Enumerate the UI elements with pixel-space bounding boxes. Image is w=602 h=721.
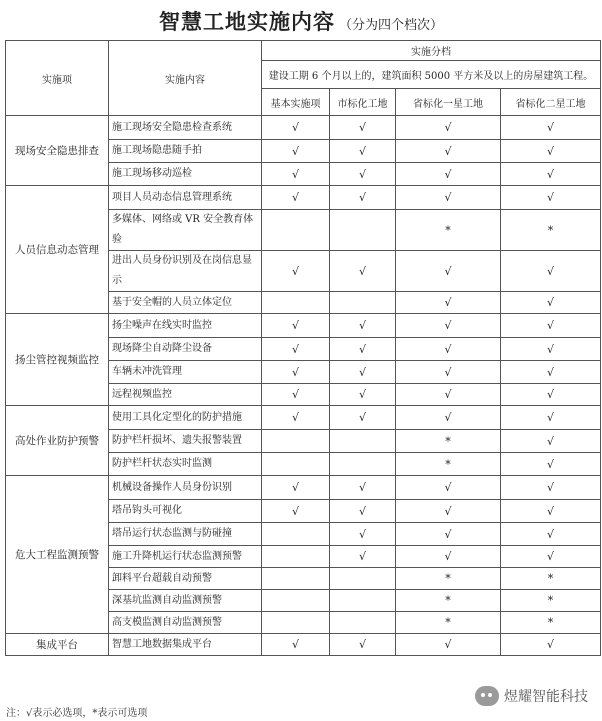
tier-1-mark bbox=[262, 568, 330, 590]
tier-3-mark: √ bbox=[396, 546, 501, 568]
tier-4-mark: √ bbox=[501, 314, 601, 338]
tier-3-mark: √ bbox=[396, 292, 501, 314]
tier-2-mark: √ bbox=[330, 546, 396, 568]
tier-2-mark: √ bbox=[330, 338, 396, 361]
tier-2-mark bbox=[330, 453, 396, 476]
content-cell: 多媒体、网络或 VR 安全教育体验 bbox=[109, 210, 262, 251]
content-cell: 卸料平台超载自动预警 bbox=[109, 568, 262, 590]
header-tier-2: 市标化工地 bbox=[330, 89, 396, 116]
tier-2-mark bbox=[330, 292, 396, 314]
category-cell: 人员信息动态管理 bbox=[6, 186, 109, 314]
tier-3-mark: √ bbox=[396, 476, 501, 500]
tier-4-mark: √ bbox=[501, 634, 601, 656]
tier-4-mark: √ bbox=[501, 292, 601, 314]
tier-1-mark: √ bbox=[262, 476, 330, 500]
content-cell: 施工现场隐患随手拍 bbox=[109, 140, 262, 163]
tier-4-mark: √ bbox=[501, 453, 601, 476]
tier-2-mark bbox=[330, 568, 396, 590]
content-cell: 防护栏杆损坏、遗失报警装置 bbox=[109, 430, 262, 453]
tier-2-mark: √ bbox=[330, 523, 396, 546]
category-cell: 扬尘管控视频监控 bbox=[6, 314, 109, 406]
tier-3-mark: √ bbox=[396, 634, 501, 656]
tier-4-mark: √ bbox=[501, 500, 601, 523]
tier-3-mark: √ bbox=[396, 523, 501, 546]
tier-3-mark: √ bbox=[396, 251, 501, 292]
tier-4-mark: √ bbox=[501, 384, 601, 406]
content-cell: 基于安全帽的人员立体定位 bbox=[109, 292, 262, 314]
content-cell: 施工现场安全隐患检查系统 bbox=[109, 116, 262, 140]
tier-2-mark: √ bbox=[330, 314, 396, 338]
tier-2-mark: √ bbox=[330, 384, 396, 406]
tier-4-mark: √ bbox=[501, 361, 601, 384]
tier-1-mark: √ bbox=[262, 140, 330, 163]
tier-1-mark bbox=[262, 292, 330, 314]
tier-3-mark: * bbox=[396, 453, 501, 476]
tier-4-mark: √ bbox=[501, 186, 601, 210]
tier-1-mark: √ bbox=[262, 384, 330, 406]
watermark bbox=[475, 684, 588, 708]
tier-3-mark: * bbox=[396, 210, 501, 251]
content-cell: 使用工具化定型化的防护措施 bbox=[109, 406, 262, 430]
tier-4-mark: √ bbox=[501, 430, 601, 453]
tier-1-mark: √ bbox=[262, 251, 330, 292]
header-tier-3: 省标化一星工地 bbox=[396, 89, 501, 116]
category-cell: 现场安全隐患排查 bbox=[6, 116, 109, 186]
content-cell: 防护栏杆状态实时监测 bbox=[109, 453, 262, 476]
tier-4-mark: * bbox=[501, 568, 601, 590]
tier-2-mark: √ bbox=[330, 634, 396, 656]
tier-3-mark: √ bbox=[396, 163, 501, 186]
header-tier-4: 省标化二星工地 bbox=[501, 89, 601, 116]
tier-2-mark: √ bbox=[330, 116, 396, 140]
tier-3-mark: √ bbox=[396, 338, 501, 361]
tier-2-mark: √ bbox=[330, 476, 396, 500]
tier-1-mark bbox=[262, 523, 330, 546]
title-text: 智慧工地实施内容 bbox=[158, 9, 335, 34]
tier-4-mark: * bbox=[501, 590, 601, 612]
tier-2-mark: √ bbox=[330, 140, 396, 163]
table-row bbox=[6, 116, 601, 140]
tier-1-mark: √ bbox=[262, 338, 330, 361]
tier-1-mark: √ bbox=[262, 634, 330, 656]
tier-3-mark: √ bbox=[396, 361, 501, 384]
wechat-bubble-icon bbox=[475, 686, 499, 706]
tier-2-mark: √ bbox=[330, 361, 396, 384]
title-subtitle: （分为四个档次） bbox=[338, 18, 443, 33]
content-cell: 现场降尘自动降尘设备 bbox=[109, 338, 262, 361]
tier-1-mark: √ bbox=[262, 314, 330, 338]
tier-3-mark: √ bbox=[396, 140, 501, 163]
tier-3-mark: * bbox=[396, 612, 501, 634]
implementation-table bbox=[5, 40, 601, 656]
tier-4-mark: √ bbox=[501, 523, 601, 546]
category-cell: 集成平台 bbox=[6, 634, 109, 656]
tier-3-mark: √ bbox=[396, 500, 501, 523]
tier-1-mark: √ bbox=[262, 406, 330, 430]
header-tiers-group: 实施分档 bbox=[262, 41, 601, 61]
page-title bbox=[0, 6, 602, 36]
table-row bbox=[6, 476, 601, 500]
content-cell: 项目人员动态信息管理系统 bbox=[109, 186, 262, 210]
tier-1-mark: √ bbox=[262, 116, 330, 140]
tier-2-mark bbox=[330, 612, 396, 634]
tier-3-mark: √ bbox=[396, 406, 501, 430]
tier-1-mark bbox=[262, 590, 330, 612]
tier-3-mark: √ bbox=[396, 384, 501, 406]
tier-1-mark: √ bbox=[262, 500, 330, 523]
tier-3-mark: √ bbox=[396, 116, 501, 140]
tier-4-mark: √ bbox=[501, 476, 601, 500]
tier-1-mark: √ bbox=[262, 186, 330, 210]
header-content: 实施内容 bbox=[109, 41, 262, 116]
table-row bbox=[6, 406, 601, 430]
tier-4-mark: * bbox=[501, 612, 601, 634]
tier-4-mark: √ bbox=[501, 251, 601, 292]
content-cell: 扬尘噪声在线实时监控 bbox=[109, 314, 262, 338]
header-tier-note: 建设工期 6 个月以上的，建筑面积 5000 平方米及以上的房屋建筑工程。 bbox=[262, 61, 601, 89]
content-cell: 车辆未冲洗管理 bbox=[109, 361, 262, 384]
header-item: 实施项 bbox=[6, 41, 109, 116]
category-cell: 高处作业防护预警 bbox=[6, 406, 109, 476]
content-cell: 施工升降机运行状态监测预警 bbox=[109, 546, 262, 568]
tier-4-mark: √ bbox=[501, 163, 601, 186]
tier-4-mark: √ bbox=[501, 546, 601, 568]
header-tier-1: 基本实施项 bbox=[262, 89, 330, 116]
category-cell: 危大工程监测预警 bbox=[6, 476, 109, 634]
content-cell: 远程视频监控 bbox=[109, 384, 262, 406]
tier-3-mark: * bbox=[396, 568, 501, 590]
content-cell: 塔吊运行状态监测与防碰撞 bbox=[109, 523, 262, 546]
footer-note: 注：√表示必选项，*表示可选项 bbox=[6, 708, 148, 719]
table-row bbox=[6, 634, 601, 656]
content-cell: 高支模监测自动监测预警 bbox=[109, 612, 262, 634]
tier-3-mark: * bbox=[396, 590, 501, 612]
tier-2-mark: √ bbox=[330, 251, 396, 292]
tier-3-mark: * bbox=[396, 430, 501, 453]
table-body bbox=[6, 116, 601, 656]
content-cell: 塔吊钩头可视化 bbox=[109, 500, 262, 523]
tier-4-mark: √ bbox=[501, 140, 601, 163]
tier-1-mark: √ bbox=[262, 163, 330, 186]
tier-2-mark bbox=[330, 430, 396, 453]
table-row bbox=[6, 314, 601, 338]
tier-2-mark: √ bbox=[330, 163, 396, 186]
tier-3-mark: √ bbox=[396, 314, 501, 338]
table-row bbox=[6, 186, 601, 210]
tier-1-mark bbox=[262, 453, 330, 476]
tier-2-mark bbox=[330, 590, 396, 612]
content-cell: 施工现场移动巡检 bbox=[109, 163, 262, 186]
tier-1-mark: √ bbox=[262, 361, 330, 384]
tier-4-mark: √ bbox=[501, 406, 601, 430]
content-cell: 进出人员身份识别及在岗信息显示 bbox=[109, 251, 262, 292]
tier-1-mark bbox=[262, 430, 330, 453]
tier-3-mark: √ bbox=[396, 186, 501, 210]
content-cell: 深基坑监测自动监测预警 bbox=[109, 590, 262, 612]
content-cell: 机械设备操作人员身份识别 bbox=[109, 476, 262, 500]
content-cell: 智慧工地数据集成平台 bbox=[109, 634, 262, 656]
tier-1-mark bbox=[262, 612, 330, 634]
tier-4-mark: * bbox=[501, 210, 601, 251]
tier-2-mark: √ bbox=[330, 406, 396, 430]
tier-1-mark bbox=[262, 546, 330, 568]
tier-2-mark bbox=[330, 210, 396, 251]
tier-4-mark: √ bbox=[501, 116, 601, 140]
tier-1-mark bbox=[262, 210, 330, 251]
tier-2-mark: √ bbox=[330, 500, 396, 523]
tier-4-mark: √ bbox=[501, 338, 601, 361]
watermark-text: 煜耀智能科技 bbox=[504, 689, 588, 705]
tier-2-mark: √ bbox=[330, 186, 396, 210]
